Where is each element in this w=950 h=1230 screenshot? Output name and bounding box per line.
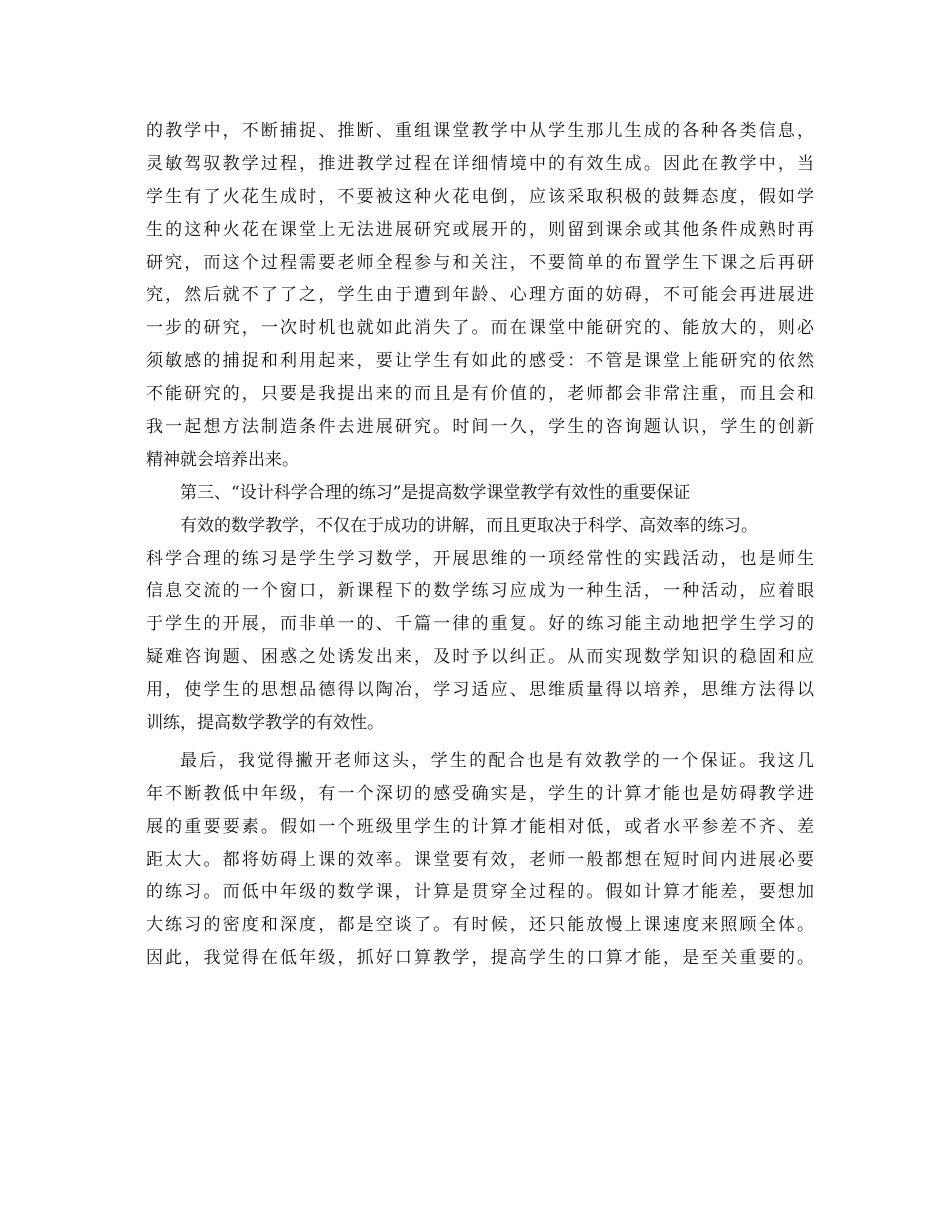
text-line: 距太大。都将妨碍上课的效率。课堂要有效，老师一般都想在短时间内进展必要 [146,849,814,870]
text-line: 信息交流的一个窗口，新课程下的数学练习应成为一种生活，一种活动，应着眼 [146,581,814,602]
text-line: 灵敏驾驭教学过程，推进教学过程在详细情境中的有效生成。因此在教学中，当 [146,153,814,174]
text-line: 的教学中，不断捕捉、推断、重组课堂教学中从学生那儿生成的各种各类信息， [146,121,814,141]
text-line: 研究，而这个过程需要老师全程参与和关注，不要简单的布置学生下课之后再研 [146,252,814,273]
document-body [146,115,814,975]
text-line: 疑难咨询题、困惑之处诱发出来，及时予以纠正。从而实现数学知识的稳固和应 [146,647,814,668]
text-line: 用，使学生的思想品德得以陶冶，学习适应、思维质量得以培养，思维方法得以 [146,680,814,701]
text-line: 不能研究的，只要是我提出来的而且是有价值的，老师都会非常注重，而且会和 [146,384,814,405]
text-line: 学生有了火花生成时，不要被这种火花电倒，应该采取积极的鼓舞态度，假如学 [146,186,814,207]
text-line: 训练，提高数学教学的有效性。 [146,713,384,734]
text-line: 一步的研究，一次时机也就如此消失了。而在课堂中能研究的、能放大的，则必 [146,318,814,339]
text-line: 精神就会培养出来。 [146,449,299,470]
text-line: 的练习。而低中年级的数学课，计算是贯穿全过程的。假如计算才能差，要想加 [146,882,814,903]
text-line: 科学合理的练习是学生学习数学，开展思维的一项经常性的实践活动，也是师生 [146,548,814,569]
text-line: 生的这种火花在课堂上无法进展研究或展开的，则留到课余或其他条件成熟时再 [146,219,814,240]
text-line: 究，然后就不了了之，学生由于遭到年龄、心理方面的妨碍，不可能会再进展进 [146,285,814,306]
text-line: 因此，我觉得在低年级，抓好口算教学，提高学生的口算才能，是至关重要的。 [146,948,814,969]
text-line: 于学生的开展，而非单一的、千篇一律的重复。好的练习能主动地把学生学习的 [146,614,814,635]
text-line: 大练习的密度和深度，都是空谈了。有时候，还只能放慢上课速度来照顾全体。 [146,915,814,936]
text-line: 年不断教低中年级，有一个深切的感受确实是，学生的计算才能也是妨碍教学进 [146,783,814,804]
text-line: 最后，我觉得撇开老师这头，学生的配合也是有效教学的一个保证。我这几 [180,750,814,771]
text-line: 有效的数学教学，不仅在于成功的讲解，而且更取决于科学、高效率的练习。 [180,515,758,536]
text-line: 须敏感的捕捉和利用起来，要让学生有如此的感受：不管是课堂上能研究的依然 [146,351,814,372]
text-line: 我一起想方法制造条件去进展研究。时间一久，学生的咨询题认识，学生的创新 [146,417,814,438]
section-heading: 第三、“设计科学合理的练习”是提高数学课堂教学有效性的重要保证 [180,482,691,503]
text-line: 展的重要要素。假如一个班级里学生的计算才能相对低，或者水平参差不齐、差 [146,816,814,837]
